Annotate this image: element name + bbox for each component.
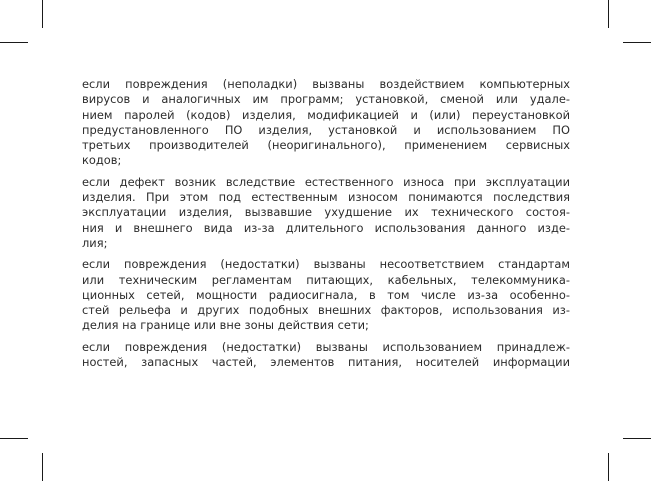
text-line: если повреждения (недостатки) вызваны использованием принадлеж- [82, 339, 570, 354]
crop-mark-top-right-vertical [608, 0, 609, 28]
text-line: ционных сетей, мощности радиосигнала, в том числе из-за особенно- [82, 287, 570, 302]
text-line: стей рельефа и других подобных внешних факторов, использования из- [82, 303, 570, 318]
text-line: эксплуатации изделия, вызвавшие ухудшение их технического состоя- [82, 205, 570, 220]
document-body [82, 77, 570, 376]
text-line: ностей, запасных частей, элементов питания, носителей информации [82, 355, 570, 370]
text-line: вирусов и аналогичных им программ; установкой, сменой или удале- [82, 92, 570, 107]
text-line: третьих производителей (неоригинального), применением сервисных [82, 138, 570, 153]
text-line: делия на границе или вне зоны действия сети; [82, 318, 369, 333]
crop-mark-bottom-left-vertical [42, 453, 43, 481]
paragraph-network-standards [82, 257, 570, 333]
text-line: предустановленного ПО изделия, установкой и использованием ПО [82, 122, 570, 137]
text-line: если повреждения (неполадки) вызваны воздействием компьютерных [82, 77, 570, 91]
paragraph-virus-damage [82, 77, 570, 169]
text-line: изделия. При этом под естественным износом понимаются последствия [82, 190, 570, 205]
crop-mark-bottom-left-horizontal [0, 438, 28, 439]
text-line: ния и внешнего вида из-за длительного использования данного изде- [82, 220, 570, 235]
text-line: если дефект возник вследствие естественного износа при эксплуатации [82, 174, 570, 189]
crop-mark-top-left-vertical [42, 0, 43, 28]
crop-mark-top-left-horizontal [0, 42, 28, 43]
text-line: кодов; [82, 153, 122, 168]
text-line: лия; [82, 235, 108, 250]
crop-mark-bottom-right-horizontal [623, 438, 651, 439]
crop-mark-top-right-horizontal [623, 42, 651, 43]
crop-mark-bottom-right-vertical [608, 453, 609, 481]
paragraph-natural-wear [82, 175, 570, 251]
text-line: нием паролей (кодов) изделия, модификацией и (или) переустановкой [82, 107, 570, 122]
text-line: если повреждения (недостатки) вызваны несоответствием стандартам [82, 257, 570, 272]
paragraph-accessories [82, 340, 570, 371]
text-line: или техническим регламентам питающих, кабельных, телекоммуника- [82, 272, 570, 287]
